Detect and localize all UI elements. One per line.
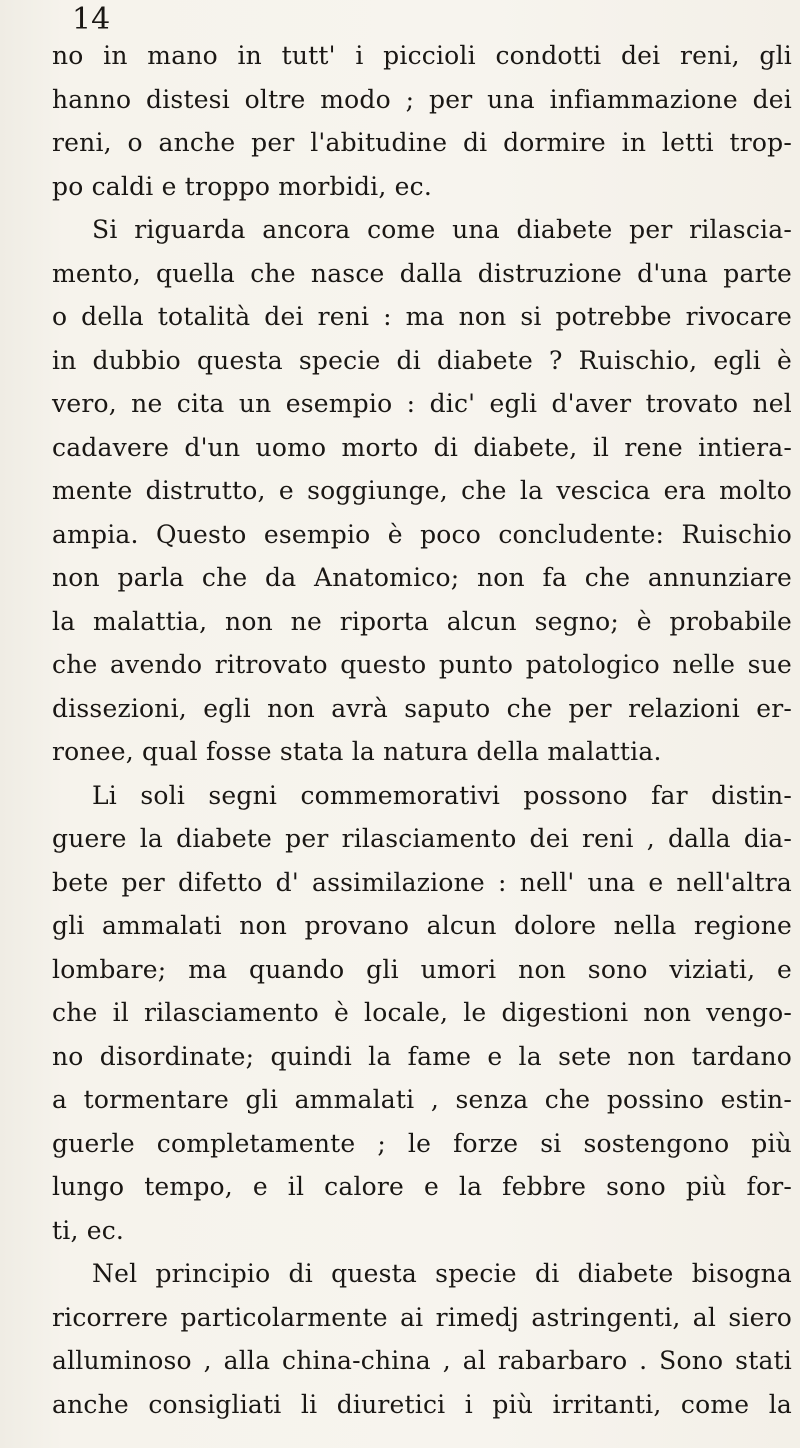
- text-line: o della totalità dei reni : ma non si potrebbe rivocare: [52, 302, 792, 331]
- text-line: mente distrutto, e soggiunge, che la vescica era molto: [52, 476, 792, 505]
- text-line: che il rilasciamento è locale, le digestioni non vengo-: [52, 998, 792, 1027]
- text-line: lungo tempo, e il calore e la febbre sono più for-: [52, 1172, 792, 1201]
- text-line: ricorrere particolarmente ai rimedj astringenti, al siero: [52, 1302, 792, 1332]
- text-line: no in mano in tutt' i piccioli condotti dei reni, gli: [52, 41, 792, 70]
- text-line: che avendo ritrovato questo punto patologico nelle sue: [52, 650, 792, 679]
- text-line: guerle completamente ; le forze si sostengono più: [52, 1128, 792, 1158]
- text-line: a tormentare gli ammalati , senza che possino estin-: [52, 1085, 792, 1114]
- paragraph-start-line: Nel principio di questa specie di diabete bisogna: [92, 1259, 792, 1288]
- text-line: gli ammalati non provano alcun dolore nella regione: [52, 911, 792, 940]
- text-line: in dubbio questa specie di diabete ? Ruischio, egli è: [52, 345, 792, 375]
- page-number: 14: [72, 2, 111, 37]
- text-line: dissezioni, egli non avrà saputo che per relazioni er-: [52, 693, 792, 723]
- text-line: po caldi e troppo morbidi, ec.: [52, 171, 432, 201]
- text-line: bete per difetto d' assimilazione : nell' una e nell'altra: [52, 867, 792, 897]
- text-line: non parla che da Anatomico; non fa che annunziare: [52, 563, 792, 592]
- paragraph-start-line: Si riguarda ancora come una diabete per rilascia-: [92, 215, 792, 244]
- text-line: ti, ec.: [52, 1215, 125, 1245]
- text-line: lombare; ma quando gli umori non sono viziati, e: [52, 954, 792, 984]
- text-line: ronee, qual fosse stata la natura della malattia.: [52, 737, 662, 766]
- text-line: alluminoso , alla china-china , al rabarbaro . Sono stati: [52, 1346, 792, 1375]
- text-line: no disordinate; quindi la fame e la sete non tardano: [52, 1041, 792, 1071]
- body-text: [52, 34, 792, 1426]
- text-line: la malattia, non ne riporta alcun segno; è probabile: [52, 606, 792, 636]
- text-line: vero, ne cita un esempio : dic' egli d'aver trovato nel: [52, 389, 792, 418]
- paragraph-start-line: Li soli segni commemorativi possono far distin-: [92, 780, 792, 810]
- text-line: guere la diabete per rilasciamento dei reni , dalla dia-: [52, 824, 792, 853]
- text-line: cadavere d'un uomo morto di diabete, il rene intiera-: [52, 432, 792, 462]
- text-line: ampia. Questo esempio è poco concludente: Ruischio: [52, 519, 792, 549]
- text-line: anche consigliati li diuretici i più irritanti, come la: [52, 1389, 792, 1419]
- text-line: reni, o anche per l'abitudine di dormire in letti trop-: [52, 128, 792, 157]
- text-line: mento, quella che nasce dalla distruzione d'una parte: [52, 258, 792, 288]
- text-line: hanno distesi oltre modo ; per una infiammazione dei: [52, 84, 792, 114]
